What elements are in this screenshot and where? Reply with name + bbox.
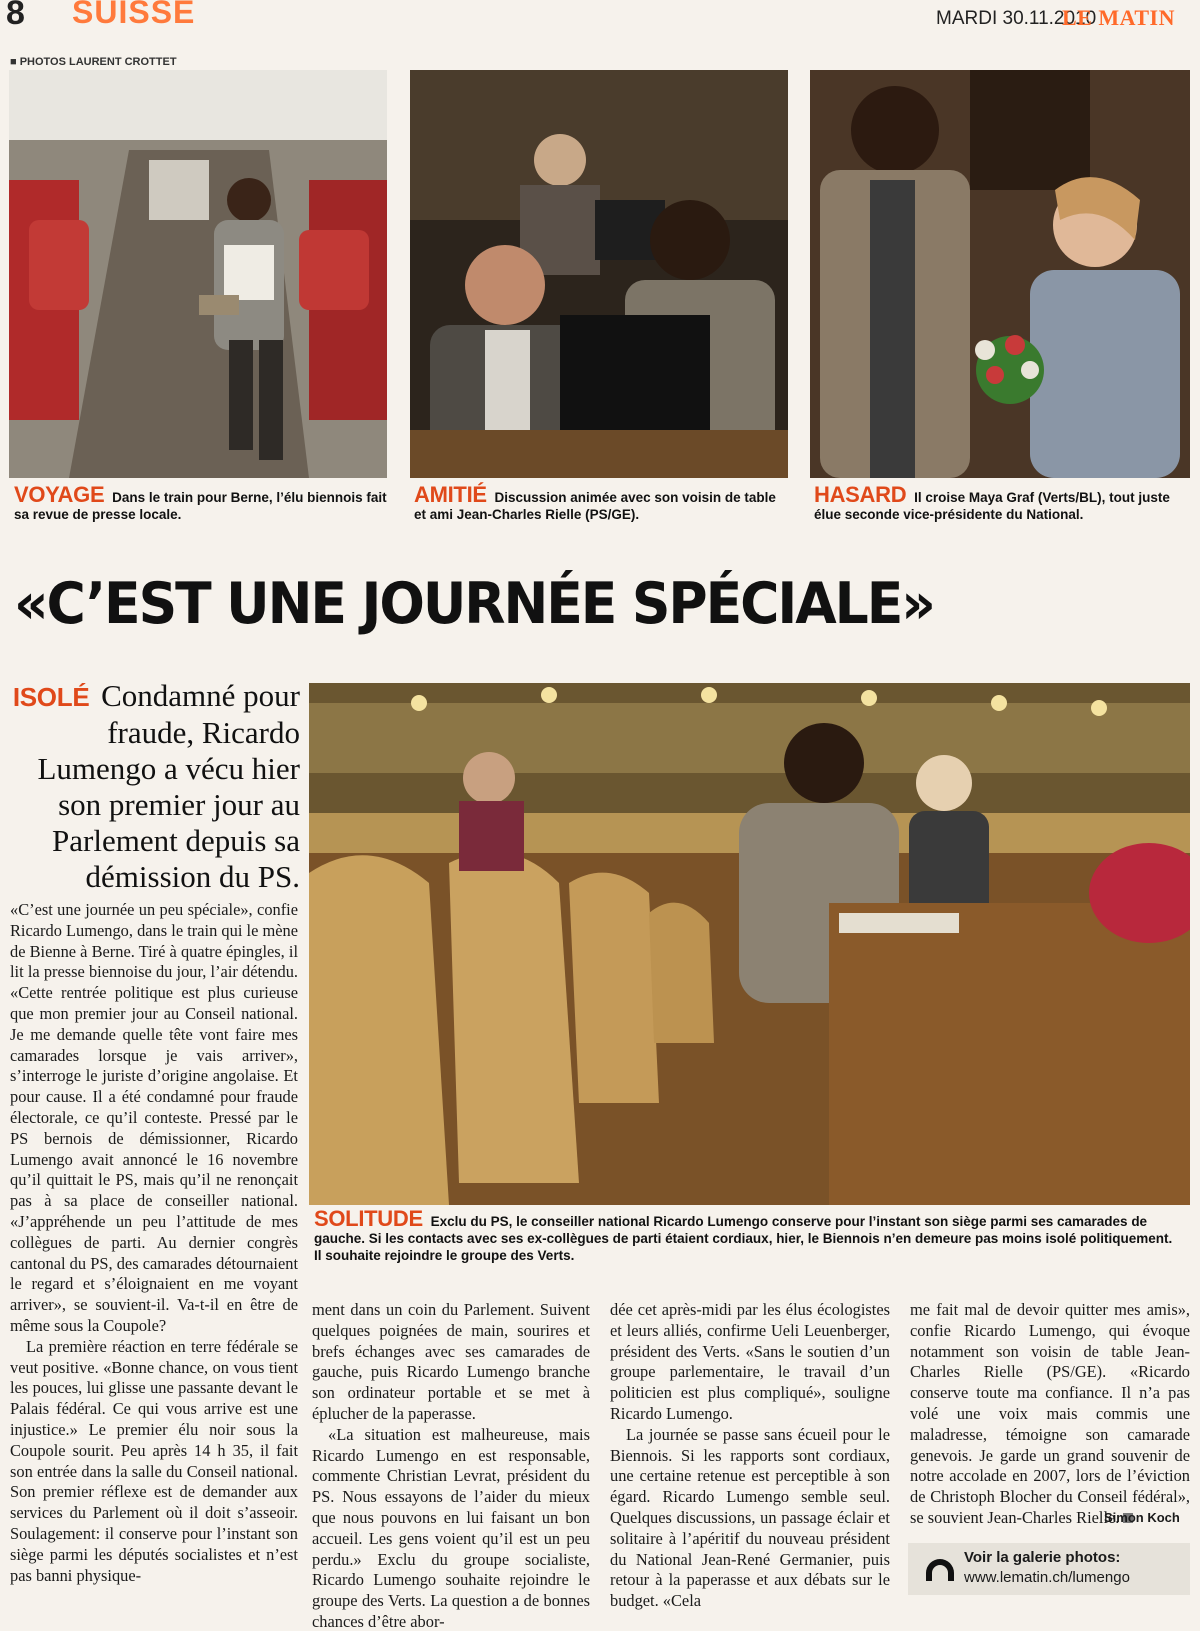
gallery-link[interactable]: www.lematin.ch/lumengo xyxy=(964,1569,1130,1586)
photo-caption-voyage xyxy=(14,482,394,523)
article-paragraph: La première réaction en terre fédérale se veut positive. «Bonne chance, on vous tient les pouces, lui glisse une passante devant le Palais fédéral. Ce qui vous arrive est une injustice.» Le premier élu noir sous la Coupole sourit. Peu après 14 h 35, il fait son entrée dans la salle du Conseil national. Son premier réflexe est de demander aux services du Parlement où il doit s’asseoir. Soulagement: il conserve pour l’instant son siège parmi les députés socialistes et n’est pas banni physique- xyxy=(10,1336,298,1585)
article-column-2 xyxy=(312,1300,590,1631)
photo-caption-amitie xyxy=(414,482,784,523)
caption-tag: VOYAGE xyxy=(14,482,105,507)
caption-text: Dans le train pour Berne, l’élu biennois fait sa revue de presse locale. xyxy=(14,490,387,522)
caption-text: Discussion animée avec son voisin de table et ami Jean-Charles Rielle (PS/GE). xyxy=(414,490,776,522)
photo-credit: ■ PHOTOS LAURENT CROTTET xyxy=(10,56,177,68)
article-paragraph: «C’est une journée un peu spéciale», confie Ricardo Lumengo, dans le train qui le mène de Bienne à Berne. Tiré à quatre épingles, il lit la presse biennoise du jour, l’air détendu. «Cette rentrée politique est plus curieuse que mon premier jour au Conseil national. Je me demande quelle tête vont faire mes camarades lorsque je vais arriver», s’interroge le juriste d’origine angolaise. Et pour cause. Il a été condamné pour fraude électorale, ce qu’il conteste. Pressé par le PS bernois de démissionner, Ricardo Lumengo avait annoncé le 16 novembre qu’il quittait le PS, mais qu’il ne renonçait pas à sa place de conseiller national. «J’appréhende un peu l’attitude de mes collègues de parti. Au dernier congrès cantonal du PS, des camarades détournaient le regard et s’éloignaient en me voyant arriver», se souvient-il. Va-t-il en être de même sous la Coupole? xyxy=(10,900,298,1335)
caption-text: Exclu du PS, le conseiller national Ricardo Lumengo conserve pour l’instant son siège parmi ses camarades de gauche. Si les contacts avec ses ex-collègues de parti étaient cordiaux, hier, le Biennois n’en demeure pas moins isolé politiquement. Il souhaite rejoindre le groupe des Verts. xyxy=(314,1214,1173,1263)
article-paragraph: «La situation est malheureuse, mais Ricardo Lumengo en est responsable, commente Christian Levrat, président du PS. Nous essayons de l’aider du mieux que nous pouvons en lui faisant un bon accueil. Les gens voient qu’il est un peu perdu.» Exclu du groupe socialiste, Ricardo Lumengo souhaite rejoindre le groupe des Verts. La question a de bonnes chances d’être abor- xyxy=(312,1424,590,1631)
caption-tag: SOLITUDE xyxy=(314,1206,423,1231)
article-paragraph: ment dans un coin du Parlement. Suivent quelques poignées de main, sourires et brefs échanges avec ses camarades de gauche, puis Ricardo Lumengo branche son ordinateur portable et se met à éplucher de la paperasse. xyxy=(312,1300,590,1423)
photo-train-illustration xyxy=(9,70,387,478)
photo-train xyxy=(9,70,387,478)
gallery-box[interactable] xyxy=(908,1543,1190,1595)
photo-meeting-illustration xyxy=(810,70,1190,478)
article-paragraph xyxy=(910,1300,1190,1529)
section-title: SUISSE xyxy=(72,0,196,30)
lead-tag: ISOLÉ xyxy=(12,682,90,712)
photo-discussion xyxy=(410,70,788,478)
author-signature: Simon Koch xyxy=(1104,1510,1180,1525)
photo-parliament xyxy=(309,683,1190,1205)
gallery-arrow-icon xyxy=(926,1559,954,1581)
gallery-title: Voir la galerie photos: xyxy=(964,1549,1121,1566)
caption-tag: HASARD xyxy=(814,482,907,507)
article-column-3 xyxy=(610,1300,890,1612)
article-paragraph: La journée se passe sans écueil pour le Biennois. Si les rapports sont cordiaux, une certaine retenue est perceptible à son égard. Ricardo Lumengo semble seul. Quelques discussions, un passage éclair et solitaire à l’apéritif du nouveau président du National Jean-René Germanier, puis retour à la paperasse et aux débats sur le budget. «Cela xyxy=(610,1424,890,1611)
photo-caption-solitude xyxy=(314,1206,1174,1264)
newspaper-logo: LE MATIN xyxy=(1062,5,1175,30)
issue-date: MARDI 30.11.2010 xyxy=(936,8,1097,29)
article-column-1 xyxy=(10,900,298,1586)
lead-paragraph xyxy=(10,678,300,895)
page-number: 8 xyxy=(6,0,25,32)
article-paragraph: dée cet après-midi par les élus écologistes et leurs alliés, confirme Ueli Leuenberger, président des Verts. «Sans le soutien d’un groupe parlementaire, le travail d’un politicien est plus compliqué», souligne Ricardo Lumengo. xyxy=(610,1300,890,1423)
photo-discussion-illustration xyxy=(410,70,788,478)
photo-parliament-illustration xyxy=(309,683,1190,1205)
caption-text: Il croise Maya Graf (Verts/BL), tout juste élue seconde vice-présidente du National. xyxy=(814,490,1170,522)
photo-caption-hasard xyxy=(814,482,1194,523)
article-paragraph-text: me fait mal de devoir quitter mes amis», confie Ricardo Lumengo, qui évoque notamment son voisin de table Jean-Charles Rielle (PS/GE). «Ricardo conserve toute ma confiance. Il n’a pas volé une voix mais commis une maladresse, témoigne son camarade genevois. Je garde un grand souvenir de notre accolade en 2007, lors de l’éviction de Christoph Blocher du Conseil fédéral», se souvient Jean-Charles Rielle. xyxy=(910,1300,1190,1527)
caption-tag: AMITIÉ xyxy=(414,482,487,507)
photo-meeting xyxy=(810,70,1190,478)
headline: «C’EST UNE JOURNÉE SPÉCIALE» xyxy=(14,571,934,637)
lead-text: Condamné pour fraude, Ricardo Lumengo a vécu hier son premier jour au Parlement depuis sa démission du PS. xyxy=(37,678,300,894)
article-column-4 xyxy=(910,1300,1190,1529)
